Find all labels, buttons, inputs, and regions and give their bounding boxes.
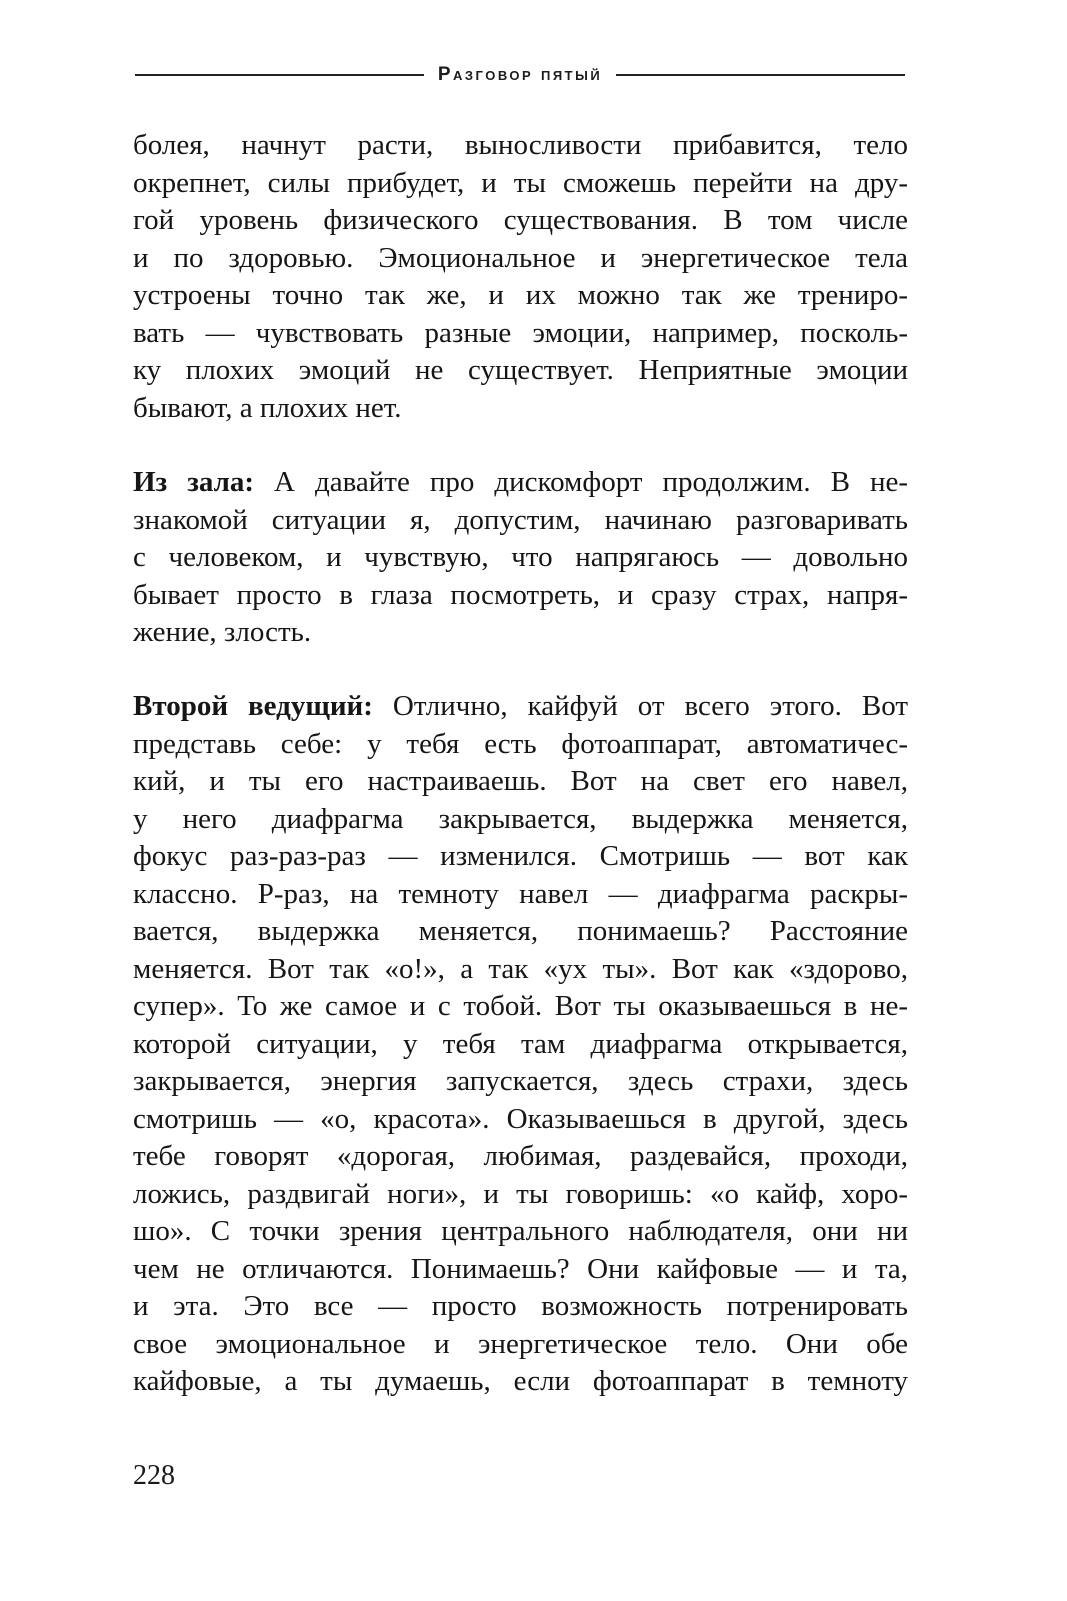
speaker-label: Второй ведущий: xyxy=(133,690,373,722)
paragraph-continuation xyxy=(133,127,908,427)
text-span: Отлично, кайфуй от всего этого. Вот xyxy=(392,690,908,722)
text-line: гой уровень физического существования. В том числе xyxy=(133,204,908,236)
text-span: А давайте про дискомфорт продолжим. В не- xyxy=(274,466,908,498)
paragraph-audience-question xyxy=(133,464,908,652)
text-line: вать — чувствовать разные эмоции, например, посколь- xyxy=(133,316,908,349)
paragraph-second-host-answer xyxy=(133,688,908,1401)
text-line: кайфовые, а ты думаешь, если фотоаппарат в темноту xyxy=(133,1365,908,1397)
text-line: знакомой ситуации я, допустим, начинаю разговаривать xyxy=(133,503,908,536)
text-line: фокус раз-раз-раз — изменился. Смотришь — вот как xyxy=(133,840,908,872)
text-line: вается, выдержка меняется, понимаешь? Расстояние xyxy=(133,915,908,947)
text-line: меняется. Вот так «о!», а так «ух ты». Вот как «здорово, xyxy=(133,952,908,985)
text-line xyxy=(133,688,908,726)
text-line: устроены точно так же, и их можно так же трениро- xyxy=(133,279,908,311)
text-line: и эта. Это все — просто возможность потренировать xyxy=(133,1290,908,1322)
text-line xyxy=(133,464,908,502)
text-line: свое эмоциональное и энергетическое тело. Они обе xyxy=(133,1327,908,1360)
speaker-label: Из зала: xyxy=(133,466,255,498)
text-line: у него диафрагма закрывается, выдержка меняется, xyxy=(133,802,908,835)
running-head xyxy=(135,63,905,87)
text-line: классно. Р-раз, на темноту навел — диафрагма раскры- xyxy=(133,877,908,910)
text-line: смотришь — «о, красота». Оказываешься в другой, здесь xyxy=(133,1102,908,1135)
text-line: представь себе: у тебя есть фотоаппарат, автоматичес- xyxy=(133,727,908,760)
text-line: тебе говорят «дорогая, любимая, раздевайся, проходи, xyxy=(133,1140,908,1172)
text-line: супер». То же самое и с тобой. Вот ты оказываешься в не- xyxy=(133,990,908,1022)
text-line: окрепнет, силы прибудет, и ты сможешь перейти на дру- xyxy=(133,166,908,199)
text-line: бывают, а плохих нет. xyxy=(133,391,402,424)
text-line: кий, и ты его настраиваешь. Вот на свет его навел, xyxy=(133,765,908,797)
text-line: ку плохих эмоций не существует. Неприятные эмоции xyxy=(133,354,908,386)
text-line: закрывается, энергия запускается, здесь страхи, здесь xyxy=(133,1065,908,1097)
text-line: чем не отличаются. Понимаешь? Они кайфовые — и та, xyxy=(133,1252,908,1285)
text-line: и по здоровью. Эмоциональное и энергетическое тела xyxy=(133,241,908,274)
page-number: 228 xyxy=(133,1460,175,1491)
text-line: с человеком, и чувствую, что напрягаюсь — довольно xyxy=(133,541,908,573)
text-line: болея, начнут расти, выносливости прибавится, тело xyxy=(133,129,908,161)
running-head-rule-left xyxy=(135,74,424,76)
text-line: ложись, раздвигай ноги», и ты говоришь: «о кайф, хоро- xyxy=(133,1177,908,1210)
running-title: Разговор пятый xyxy=(437,64,603,85)
text-line: которой ситуации, у тебя там диафрагма открывается, xyxy=(133,1027,908,1060)
text-line: бывает просто в глаза посмотреть, и сразу страх, напря- xyxy=(133,578,908,611)
text-line: жение, злость. xyxy=(133,616,312,648)
text-line: шо». С точки зрения центрального наблюдателя, они ни xyxy=(133,1215,908,1247)
running-head-rule-right xyxy=(616,74,905,76)
